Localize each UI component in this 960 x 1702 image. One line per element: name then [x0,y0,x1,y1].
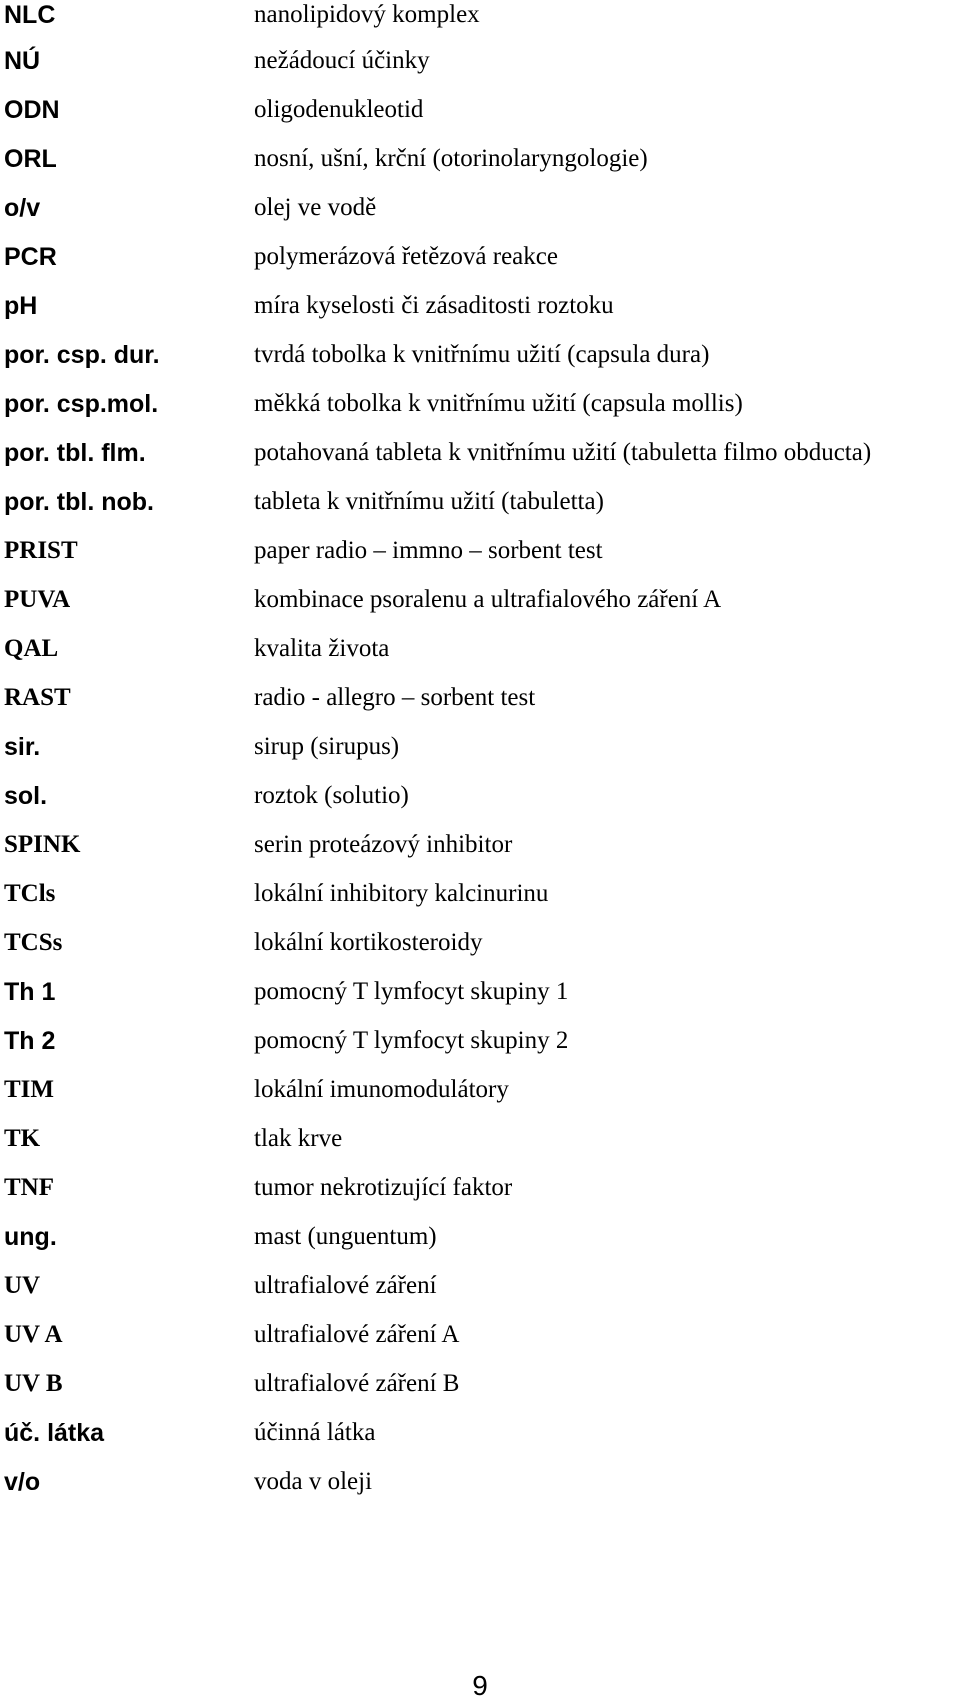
abbreviation: QAL [4,635,59,662]
abbreviation: NÚ [4,47,41,75]
abbreviation-definition: kvalita života [254,635,390,662]
abbreviation-definition: oligodenukleotid [254,96,424,123]
abbreviation-row [0,291,960,331]
abbreviation-definition: lokální imunomodulátory [254,1076,509,1103]
abbreviation-row [0,1173,960,1213]
abbreviation-row [0,0,960,40]
abbreviation: ung. [4,1223,57,1251]
abbreviation-row [0,977,960,1017]
abbreviation: ODN [4,96,60,124]
abbreviation-definition: paper radio – immno – sorbent test [254,537,603,564]
abbreviation-definition: mast (unguentum) [254,1223,437,1250]
abbreviation-definition: lokální inhibitory kalcinurinu [254,880,549,907]
abbreviation-row [0,1320,960,1360]
abbreviation: RAST [4,684,71,711]
abbreviation-row [0,487,960,527]
abbreviation-row [0,879,960,919]
abbreviation: PRIST [4,537,78,564]
abbreviation-definition: míra kyselosti či zásaditosti roztoku [254,292,614,319]
abbreviation: TIM [4,1076,54,1103]
abbreviation-row [0,585,960,625]
abbreviation-definition: kombinace psoralenu a ultrafialového záření A [254,586,722,613]
abbreviation-definition: olej ve vodě [254,194,377,221]
abbreviation: TK [4,1125,41,1152]
abbreviation-definition: sirup (sirupus) [254,733,400,760]
abbreviation: TNF [4,1174,54,1201]
abbreviation-row [0,683,960,723]
abbreviation: SPINK [4,831,81,858]
abbreviation: sir. [4,733,41,761]
abbreviation-definition: účinná látka [254,1419,376,1446]
abbreviation-definition: pomocný T lymfocyt skupiny 1 [254,978,569,1005]
abbreviation-row [0,46,960,86]
abbreviation: NLC [4,1,56,29]
abbreviation-row [0,95,960,135]
abbreviation-row [0,1467,960,1507]
abbreviation-row [0,1124,960,1164]
abbreviation-row [0,1369,960,1409]
abbreviation: v/o [4,1468,41,1496]
abbreviation: sol. [4,782,48,810]
abbreviation-row [0,830,960,870]
abbreviation-definition: pomocný T lymfocyt skupiny 2 [254,1027,569,1054]
abbreviation-row [0,1075,960,1115]
abbreviation-definition: ultrafialové záření B [254,1370,460,1397]
abbreviation-definition: polymerázová řetězová reakce [254,243,558,270]
abbreviation: PUVA [4,586,71,613]
abbreviation-row [0,1026,960,1066]
abbreviation: TCls [4,880,56,907]
abbreviation-definition: nosní, ušní, krční (otorinolaryngologie) [254,145,648,172]
abbreviation-row [0,781,960,821]
abbreviation-row [0,732,960,772]
abbreviation-row [0,242,960,282]
abbreviation: TCSs [4,929,63,956]
abbreviation-row [0,634,960,674]
abbreviation: Th 1 [4,978,56,1006]
abbreviation-definition: serin proteázový inhibitor [254,831,513,858]
abbreviation: por. csp. dur. [4,341,160,369]
abbreviation: PCR [4,243,57,271]
abbreviation-row [0,389,960,429]
abbreviation: por. csp.mol. [4,390,159,418]
abbreviation: úč. látka [4,1419,105,1447]
abbreviation-definition: tvrdá tobolka k vnitřnímu užití (capsula dura) [254,341,710,368]
abbreviation-definition: ultrafialové záření A [254,1321,460,1348]
abbreviation-definition: lokální kortikosteroidy [254,929,483,956]
abbreviation-row [0,193,960,233]
abbreviation-row [0,1418,960,1458]
abbreviation: o/v [4,194,41,222]
abbreviation-definition: roztok (solutio) [254,782,409,809]
abbreviation-definition: tumor nekrotizující faktor [254,1174,513,1201]
abbreviation-definition: potahovaná tableta k vnitřnímu užití (tabuletta filmo obducta) [254,439,872,466]
abbreviation-definition: měkká tobolka k vnitřnímu užití (capsula mollis) [254,390,743,417]
abbreviation: por. tbl. nob. [4,488,154,516]
abbreviation-row [0,144,960,184]
abbreviation-definition: tableta k vnitřnímu užití (tabuletta) [254,488,604,515]
abbreviation-definition: voda v oleji [254,1468,373,1495]
abbreviation-row [0,1222,960,1262]
abbreviation: UV [4,1272,41,1299]
abbreviation: ORL [4,145,57,173]
abbreviation-row [0,1271,960,1311]
abbreviation-definition: nanolipidový komplex [254,1,480,28]
abbreviation: por. tbl. flm. [4,439,146,467]
abbreviation: UV B [4,1370,63,1397]
abbreviation-row [0,536,960,576]
abbreviation-row [0,438,960,478]
abbreviation-row [0,928,960,968]
page-number: 9 [472,1670,488,1701]
abbreviation-row [0,340,960,380]
abbreviation-definition: tlak krve [254,1125,343,1152]
abbreviation-definition: nežádoucí účinky [254,47,430,74]
abbreviation: pH [4,292,38,320]
abbreviation: Th 2 [4,1027,56,1055]
abbreviation: UV A [4,1321,63,1348]
abbreviation-definition: ultrafialové záření [254,1272,437,1299]
abbreviation-definition: radio - allegro – sorbent test [254,684,536,711]
